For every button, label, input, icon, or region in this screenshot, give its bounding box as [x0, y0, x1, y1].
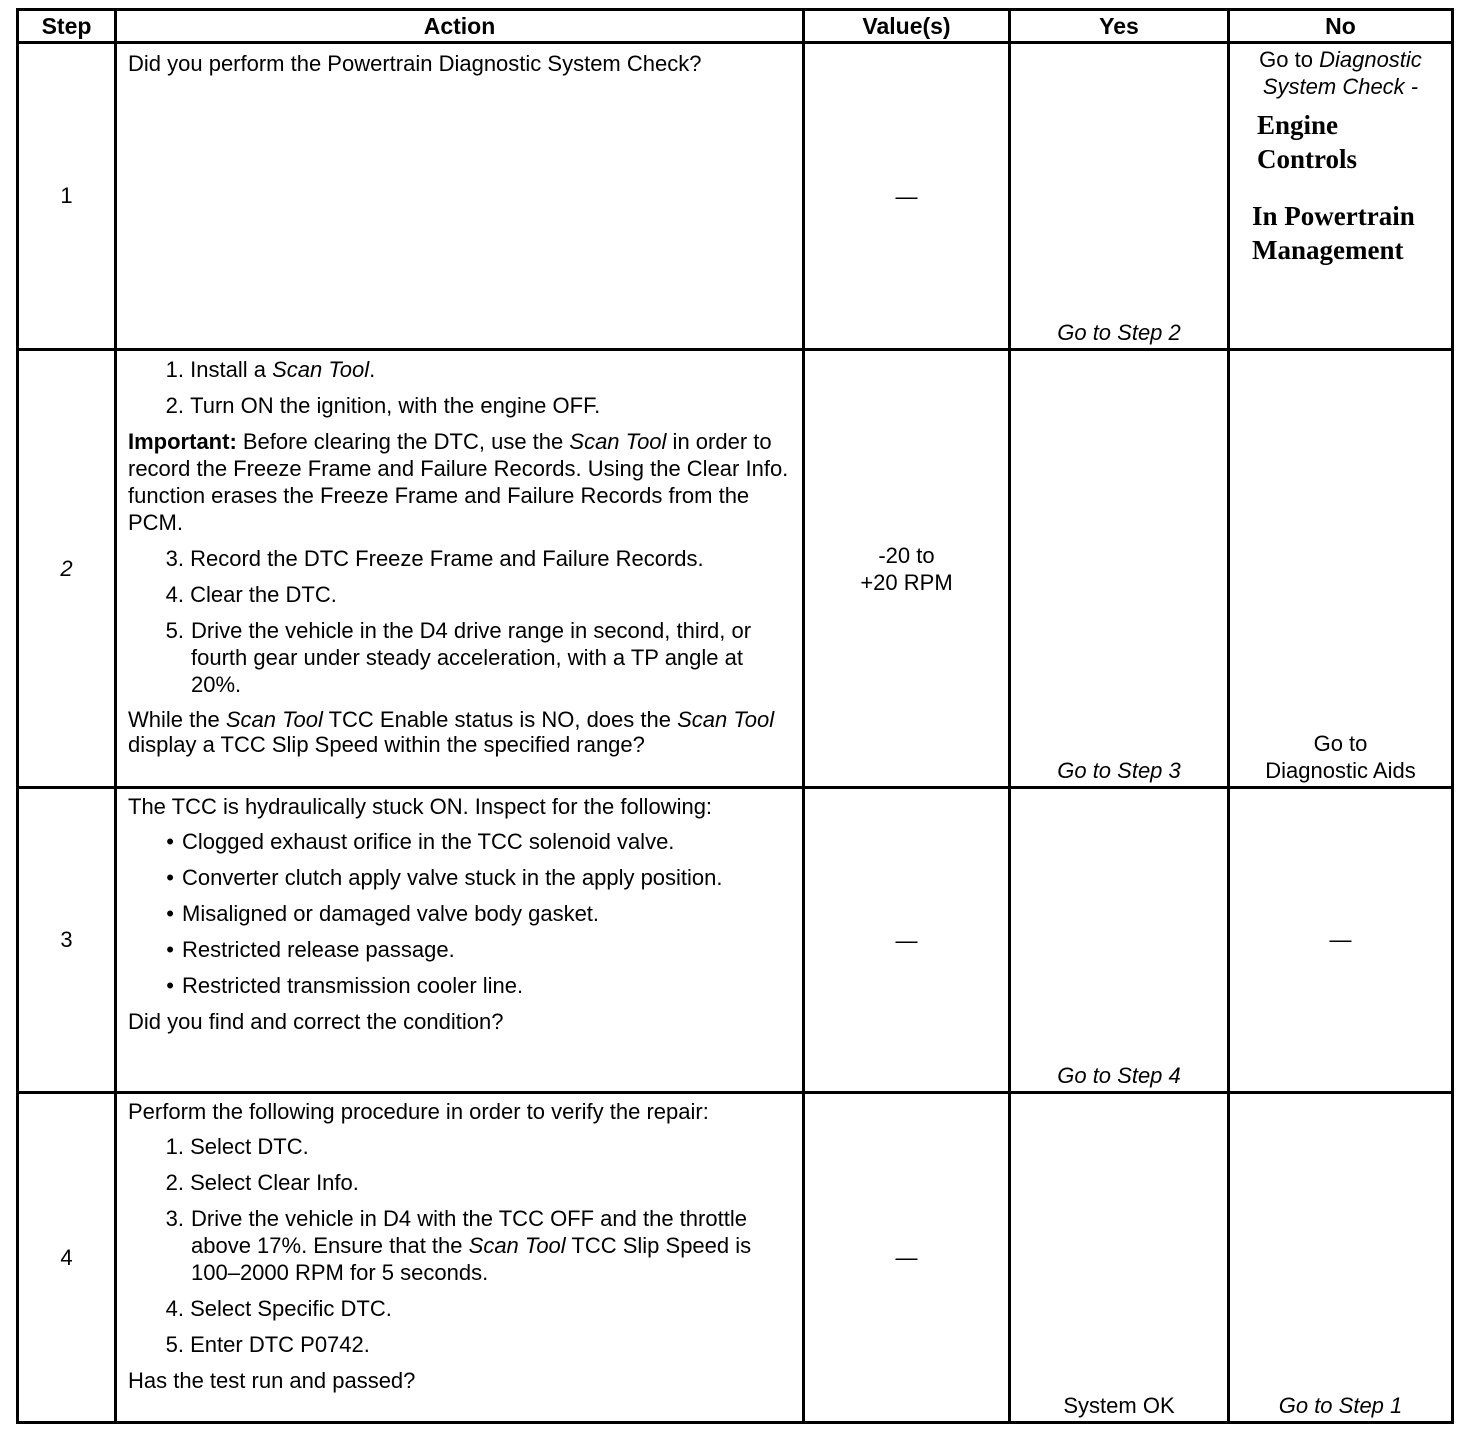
item-text-a: Turn ON the ignition, with the engine OFF.	[190, 393, 601, 418]
yes-cell	[1010, 43, 1229, 350]
item-text-a: Restricted release passage.	[182, 937, 455, 962]
item-text-a: Install a	[190, 357, 273, 382]
item-text	[184, 1169, 794, 1196]
list-item	[128, 1205, 794, 1286]
item-text-a: Drive the vehicle in the D4 drive range in second, third, or fourth gear under steady acceleration, with a TP angle at 20%.	[191, 618, 752, 697]
list-item	[128, 864, 794, 891]
no-line-1: Go to	[1313, 731, 1368, 756]
yes-cell	[1010, 1093, 1229, 1423]
header-values: Value(s)	[804, 10, 1010, 43]
item-text	[184, 617, 794, 698]
item-text	[184, 1133, 794, 1160]
note-in-powertrain: In Powertrain	[1252, 201, 1415, 231]
list-item	[128, 936, 794, 963]
bullet-icon: •	[166, 829, 174, 854]
question-text-c: display a TCC Slip Speed within the specified range?	[128, 732, 645, 757]
table-row-step-3	[18, 788, 1453, 1093]
list-item	[128, 1331, 794, 1358]
action-cell	[116, 1093, 804, 1423]
yes-link[interactable]: Go to Step 4	[1057, 1063, 1181, 1088]
item-text-a: Restricted transmission cooler line.	[182, 973, 524, 998]
value-line-2: +20 RPM	[860, 569, 953, 595]
value-dash: —	[895, 183, 918, 209]
header-action: Action	[116, 10, 804, 43]
no-link-plain: Go to	[1259, 47, 1320, 72]
yes-link[interactable]: Go to Step 3	[1057, 758, 1181, 783]
action-question: Did you find and correct the condition?	[128, 1009, 504, 1034]
item-text	[184, 545, 794, 572]
item-text-b: .	[369, 357, 376, 382]
no-dash: —	[1329, 927, 1352, 952]
no-cell	[1229, 43, 1453, 350]
no-link-italic-2: System Check -	[1262, 74, 1419, 99]
important-text-italic: Scan Tool	[569, 429, 667, 454]
header-row	[18, 10, 1453, 43]
item-number: 1.	[165, 1134, 184, 1159]
important-label: Important:	[128, 429, 237, 454]
item-text-a: Enter DTC P0742.	[190, 1332, 370, 1357]
list-item	[128, 1169, 794, 1196]
item-text	[184, 356, 794, 383]
diagnostic-table-page	[16, 8, 1451, 1424]
list-item	[128, 1133, 794, 1160]
value-cell	[804, 1093, 1010, 1423]
header-step: Step	[18, 10, 116, 43]
list-item	[128, 392, 794, 419]
item-text	[174, 936, 794, 963]
action-question: Did you perform the Powertrain Diagnostic System Check?	[128, 51, 702, 76]
step-number: 1	[18, 43, 116, 350]
item-text-a: Clear the DTC.	[190, 582, 337, 607]
action-cell	[116, 43, 804, 350]
item-text-a: Select Specific DTC.	[190, 1296, 392, 1321]
action-cell	[116, 788, 804, 1093]
action-question	[128, 707, 794, 757]
yes-link[interactable]: Go to Step 2	[1057, 320, 1181, 345]
bullet-icon: •	[166, 865, 174, 890]
item-text	[184, 1205, 794, 1286]
question-italic-1: Scan Tool	[225, 707, 323, 732]
item-text-a: Select DTC.	[190, 1134, 309, 1159]
no-cell	[1229, 350, 1453, 788]
list-item	[128, 900, 794, 927]
note-management: Management	[1252, 235, 1404, 265]
step-number: 2	[18, 350, 116, 788]
item-text-a: Select Clear Info.	[190, 1170, 359, 1195]
value-dash: —	[895, 1245, 918, 1270]
item-number: 4.	[165, 582, 184, 607]
table-row-step-1	[18, 43, 1453, 350]
no-note-powertrain-management	[1230, 199, 1451, 267]
step-number: 3	[18, 788, 116, 1093]
table-row-step-4	[18, 1093, 1453, 1423]
list-item	[128, 581, 794, 608]
item-number: 4.	[165, 1296, 184, 1321]
list-item	[128, 972, 794, 999]
no-cell	[1229, 1093, 1453, 1423]
item-text-a: Converter clutch apply valve stuck in the apply position.	[182, 865, 723, 890]
item-number: 5.	[165, 618, 184, 643]
no-note-engine-controls	[1230, 108, 1451, 176]
yes-cell	[1010, 788, 1229, 1093]
yes-cell	[1010, 350, 1229, 788]
important-note	[128, 428, 794, 536]
item-text	[174, 972, 794, 999]
header-yes: Yes	[1010, 10, 1229, 43]
list-item	[128, 545, 794, 572]
action-question: Has the test run and passed?	[128, 1368, 416, 1393]
item-text	[184, 392, 794, 419]
value-cell	[804, 350, 1010, 788]
bullet-icon: •	[166, 901, 174, 926]
item-text	[174, 828, 794, 855]
list-item	[128, 1295, 794, 1322]
item-number: 3.	[165, 1206, 184, 1231]
action-cell	[116, 350, 804, 788]
step-number: 4	[18, 1093, 116, 1423]
item-number: 1.	[165, 357, 184, 382]
item-text-a: Drive the vehicle in D4 with the TCC OFF and the throttle above 17%. Ensure that the	[191, 1206, 747, 1258]
item-text-italic: Scan Tool	[468, 1233, 566, 1258]
list-item	[128, 828, 794, 855]
item-text-b: TCC Slip Speed is 100–2000 RPM for 5 seconds.	[191, 1233, 752, 1285]
note-controls: Controls	[1257, 144, 1358, 174]
no-link-italic-1: Diagnostic	[1319, 47, 1422, 72]
no-link[interactable]	[1230, 730, 1451, 784]
important-text-b: in order to record the Freeze Frame and Failure Records. Using the Clear Info. function erases the Freeze Frame and Failure Records from the PCM.	[128, 429, 789, 535]
no-line-2: Diagnostic Aids	[1265, 758, 1416, 783]
item-text	[174, 900, 794, 927]
value-line-1: -20 to	[878, 542, 935, 568]
yes-result: System OK	[1063, 1393, 1175, 1418]
item-text-a: Record the DTC Freeze Frame and Failure Records.	[190, 546, 704, 571]
important-text-a: Before clearing the DTC, use the	[236, 429, 570, 454]
value-cell	[804, 788, 1010, 1093]
value-cell	[804, 43, 1010, 350]
item-text	[184, 1331, 794, 1358]
question-text-b: TCC Enable status is NO, does the	[322, 707, 678, 732]
item-text	[184, 581, 794, 608]
value-dash: —	[895, 927, 918, 953]
diagnostic-table	[16, 8, 1454, 1424]
question-text-a: While the	[128, 707, 226, 732]
question-italic-2: Scan Tool	[677, 707, 775, 732]
table-row-step-2	[18, 350, 1453, 788]
action-intro: The TCC is hydraulically stuck ON. Inspect for the following:	[128, 794, 713, 819]
item-text-a: Misaligned or damaged valve body gasket.	[182, 901, 600, 926]
item-text-italic: Scan Tool	[272, 357, 370, 382]
action-intro: Perform the following procedure in order to verify the repair:	[128, 1099, 709, 1124]
item-number: 2.	[165, 1170, 184, 1195]
header-no: No	[1229, 10, 1453, 43]
item-text-a: Clogged exhaust orifice in the TCC solenoid valve.	[182, 829, 675, 854]
note-engine: Engine	[1257, 110, 1339, 140]
list-item	[128, 617, 794, 698]
item-text	[174, 864, 794, 891]
item-text	[184, 1295, 794, 1322]
bullet-icon: •	[166, 937, 174, 962]
item-number: 5.	[165, 1332, 184, 1357]
no-link[interactable]: Go to Step 1	[1278, 1393, 1403, 1418]
item-number: 3.	[165, 546, 184, 571]
item-number: 2.	[165, 393, 184, 418]
bullet-icon: •	[166, 973, 174, 998]
list-item	[128, 356, 794, 383]
no-cell	[1229, 788, 1453, 1093]
no-link[interactable]	[1230, 44, 1451, 100]
